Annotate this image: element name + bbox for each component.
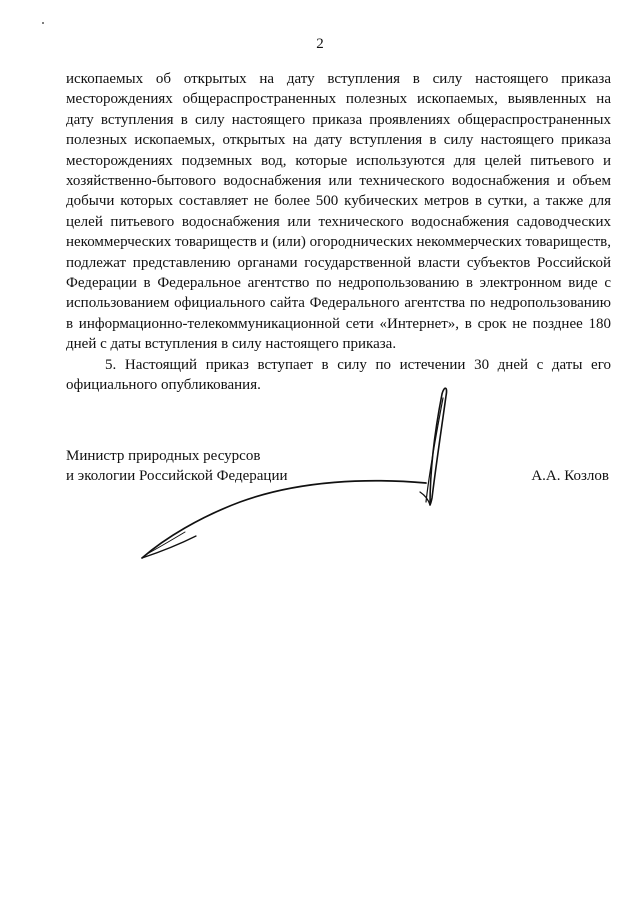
signer-name: А.А. Козлов — [531, 468, 609, 485]
signature-block — [66, 446, 611, 487]
document-body — [66, 69, 611, 396]
signer-title-line-2: и экологии Российской Федерации — [66, 468, 288, 485]
scan-artifact-dot — [42, 22, 44, 24]
page-number: 2 — [316, 36, 324, 52]
paragraph-continuation: ископаемых об открытых на дату вступления в силу настоящего приказа месторождениях общераспространенных полезных ископаемых, выявленных на дату вступления в силу настоящего приказа проявлениях общераспространенных полезных ископаемых, открытых на дату вступления в силу настоящего приказа месторождениях подземных вод, которые используются для целей питьевого и хозяйственно-бытового водоснабжения или технического водоснабжения и объем добычи которых составляет не более 500 кубических метров в сутки, а также для целей питьевого водоснабжения или технического водоснабжения садоводческих некоммерческих товариществ и (или) огороднических некоммерческих товариществ, подлежат представлению органами государственной власти субъектов Российской Федерации в Федеральное агентство по недропользованию в электронном виде с использованием официального сайта Федерального агентства по недропользованию в информационно-телекоммуникационной сети «Интернет», в срок не позднее 180 дней с даты вступления в силу настоящего приказа. — [66, 71, 611, 353]
paragraph-5: 5. Настоящий приказ вступает в силу по истечении 30 дней с даты его официального опубликования. — [66, 356, 611, 394]
signer-title-line-1: Министр природных ресурсов — [66, 448, 261, 464]
